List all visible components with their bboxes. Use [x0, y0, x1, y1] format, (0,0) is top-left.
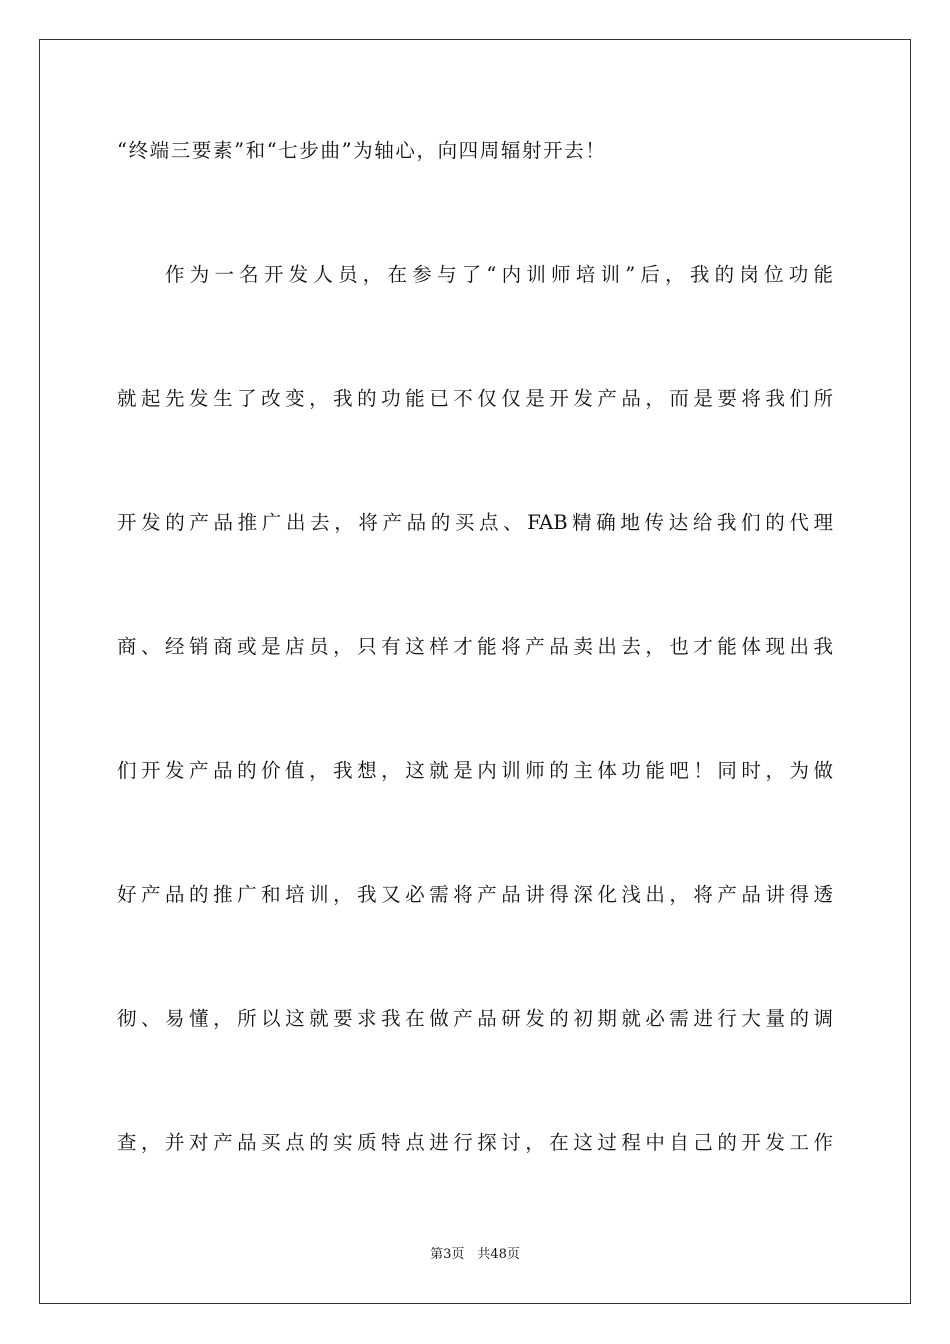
text-line: 彻、易懂，所以这就要求我在做产品研发的初期就必需进行大量的调 — [117, 1007, 833, 1030]
text-line: 就起先发生了改变，我的功能已不仅仅是开发产品，而是要将我们所 — [117, 387, 833, 410]
paragraph-first-line: 作为一名开发人员，在参与了“内训师培训”后，我的岗位功能 — [165, 263, 833, 286]
text-line: 商、经销商或是店员，只有这样才能将产品卖出去，也才能体现出我 — [117, 635, 833, 658]
page-frame — [39, 39, 911, 1304]
text-line: 好产品的推广和培训，我又必需将产品讲得深化浅出，将产品讲得透 — [117, 883, 833, 906]
page-number-footer: 第3页 共48页 — [430, 1247, 520, 1262]
text-line: 查，并对产品买点的实质特点进行探讨，在这过程中自己的开发工作 — [117, 1131, 833, 1154]
text-line: “终端三要素”和“七步曲”为轴心，向四周辐射开去！ — [117, 139, 607, 162]
text-line: 们开发产品的价值，我想，这就是内训师的主体功能吧！同时，为做 — [117, 759, 833, 782]
text-line: 开发的产品推广出去，将产品的买点、FAB精确地传达给我们的代理 — [117, 511, 833, 534]
